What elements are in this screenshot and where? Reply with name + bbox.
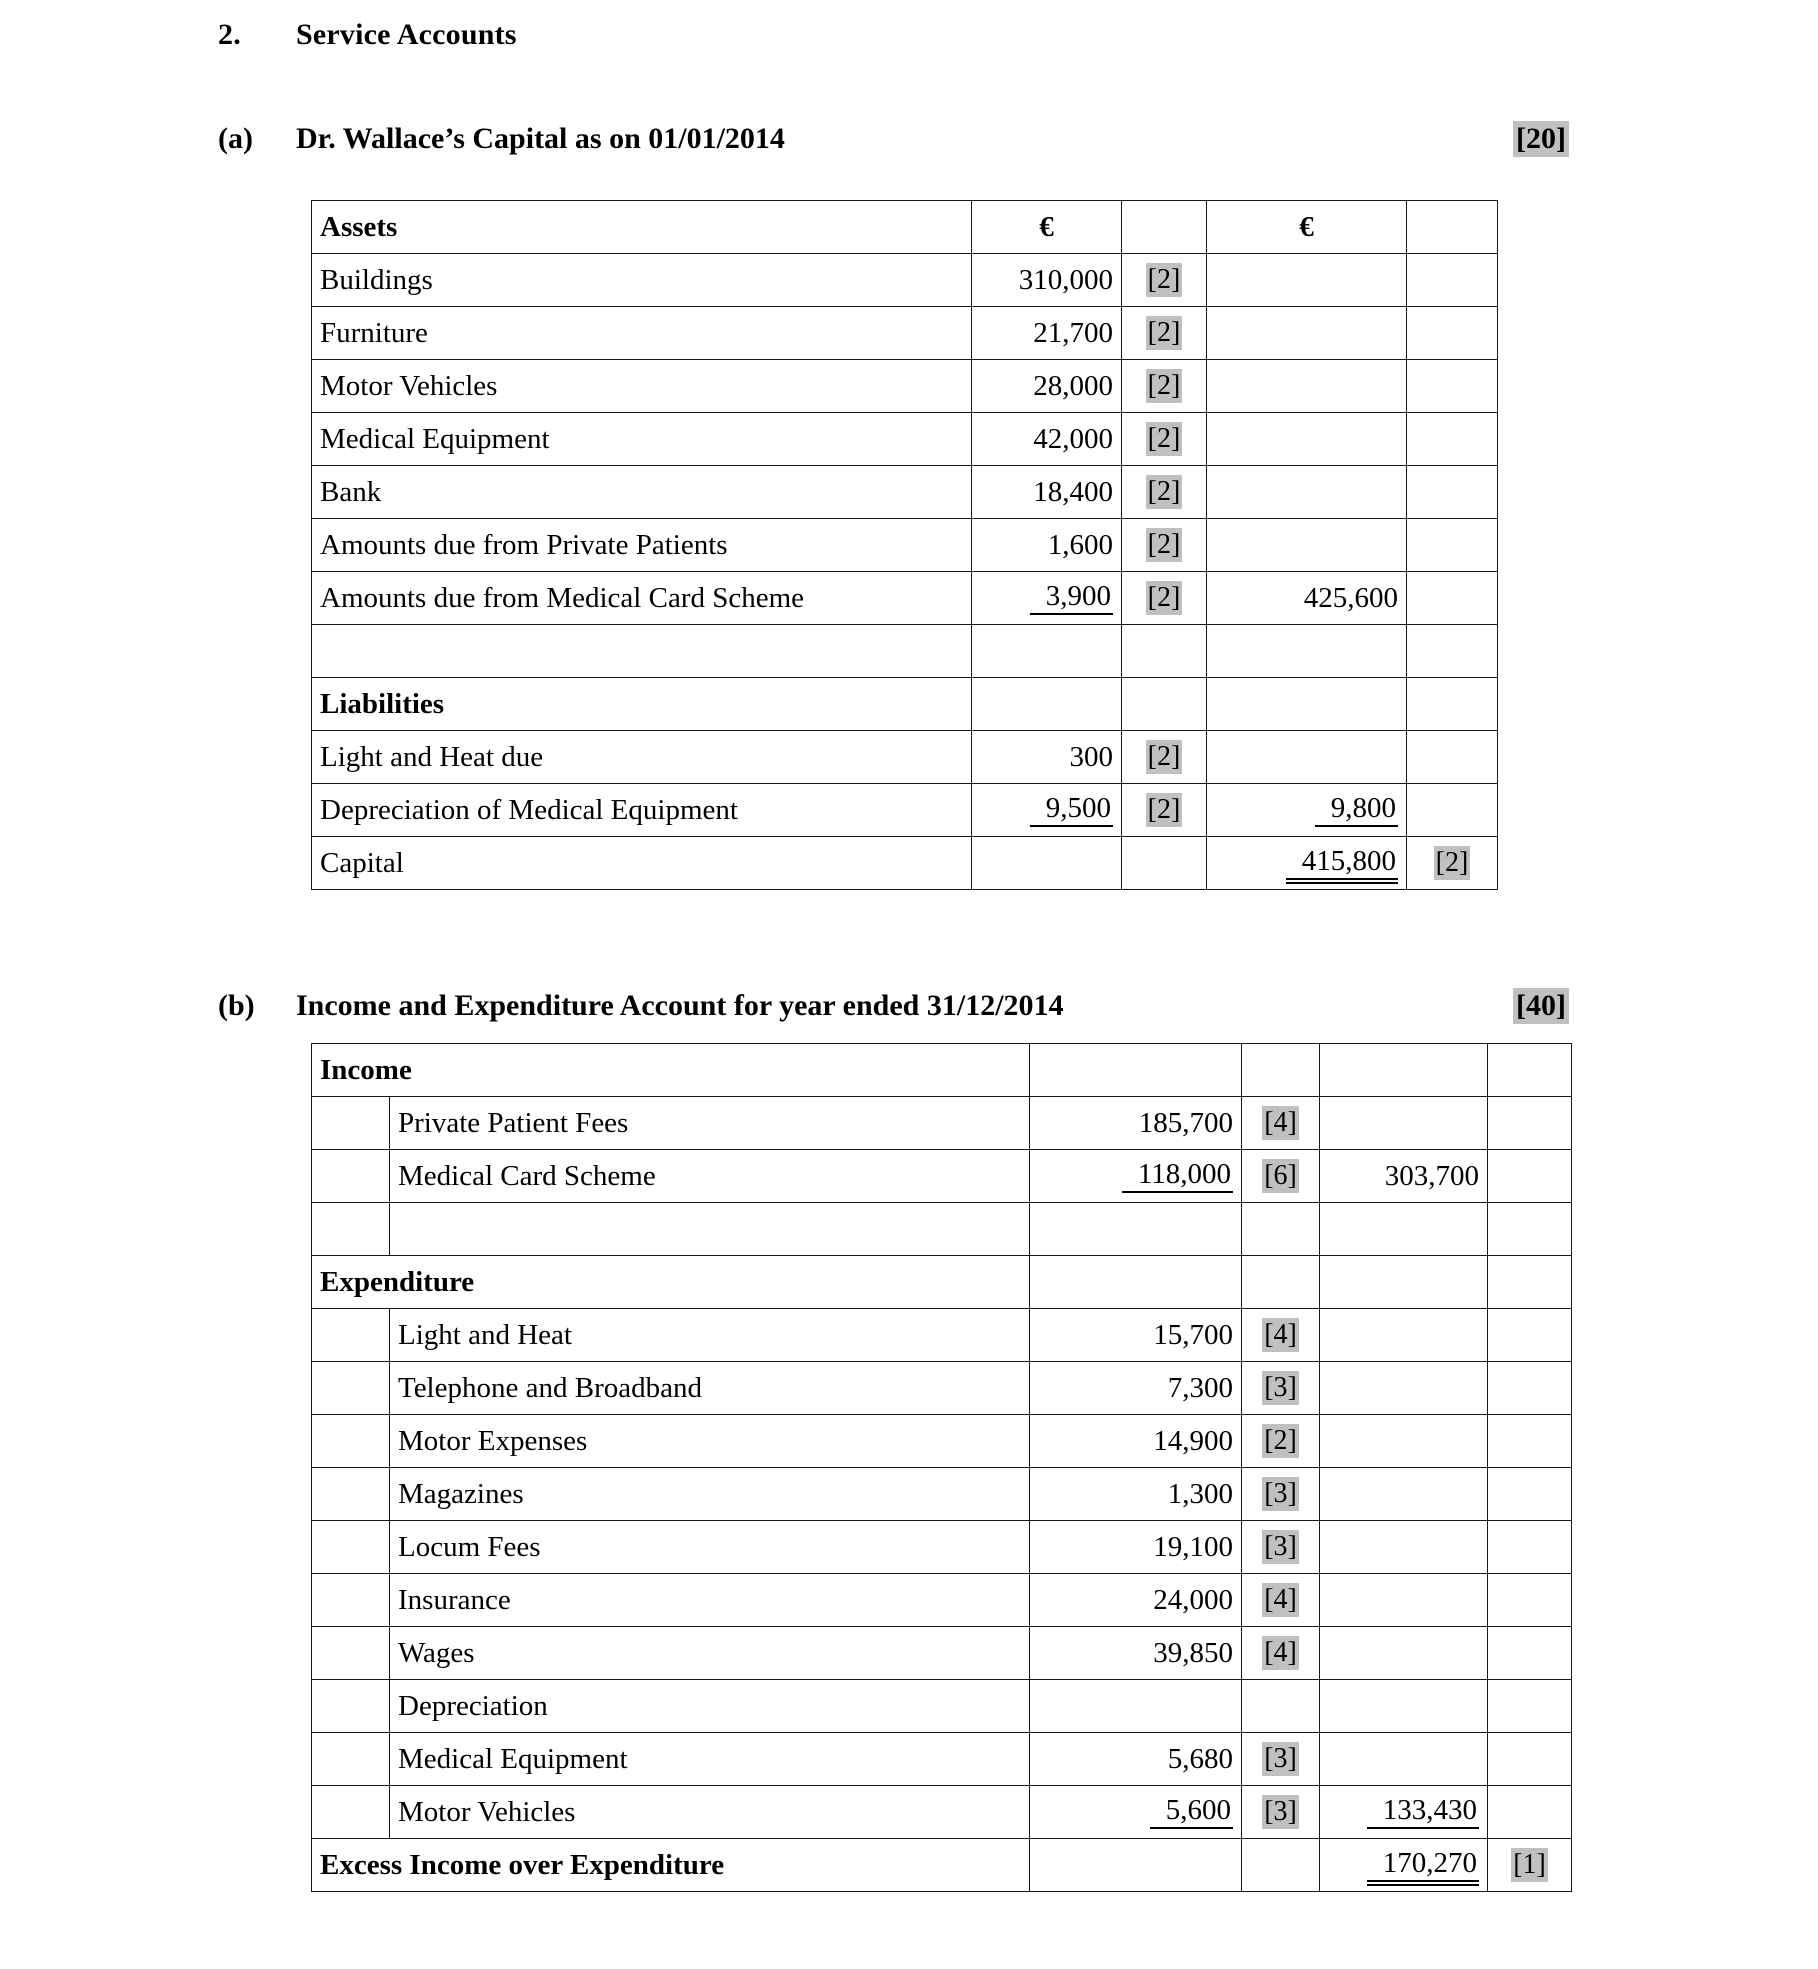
- row-amount-col1: 1,300: [1030, 1468, 1242, 1521]
- row-label: Private Patient Fees: [390, 1097, 1030, 1150]
- indent-cell: [312, 1468, 390, 1521]
- row-amount-col2: [1320, 1627, 1488, 1680]
- part-a-heading: [218, 122, 785, 156]
- row-marks-col2: [1407, 254, 1498, 307]
- part-a-label: (a): [218, 122, 253, 155]
- row-amount-col2: [1207, 360, 1407, 413]
- table-row: [312, 1097, 1572, 1150]
- row-marks-col1: [1122, 413, 1207, 466]
- table-row: [312, 1203, 1572, 1256]
- row-amount-col2: 303,700: [1320, 1150, 1488, 1203]
- row-marks-col1: [1122, 307, 1207, 360]
- row-marks-col1: [1122, 519, 1207, 572]
- indent-cell: [312, 1309, 390, 1362]
- row-amount-col2: [1207, 678, 1407, 731]
- value-with-rule: 9,500: [1030, 793, 1113, 827]
- table-row: [312, 678, 1498, 731]
- marks-badge: [2]: [1147, 370, 1181, 402]
- row-marks-col2: [1407, 678, 1498, 731]
- row-marks-col1: [1242, 1256, 1320, 1309]
- marks-badge: [3]: [1264, 1531, 1297, 1563]
- question-title: Service Accounts: [296, 18, 517, 51]
- row-amount-col1: 39,850: [1030, 1627, 1242, 1680]
- row-amount-col2: [1207, 784, 1407, 837]
- row-amount-col2: [1320, 1415, 1488, 1468]
- row-label: Amounts due from Private Patients: [312, 519, 972, 572]
- row-label: Depreciation of Medical Equipment: [312, 784, 972, 837]
- row-label: Furniture: [312, 307, 972, 360]
- row-marks-col2: [1488, 1097, 1572, 1150]
- indent-cell: [312, 1786, 390, 1839]
- row-marks-col2: [1407, 625, 1498, 678]
- row-marks-col1: [1242, 1203, 1320, 1256]
- row-amount-col1: 310,000: [972, 254, 1122, 307]
- value-with-rule: 415,800: [1286, 846, 1398, 880]
- row-amount-col2: [1207, 254, 1407, 307]
- row-amount-col2: [1207, 625, 1407, 678]
- row-amount-col2: [1320, 1786, 1488, 1839]
- row-marks-col2: [1407, 360, 1498, 413]
- marks-badge: [2]: [1147, 529, 1181, 561]
- table-row: [312, 519, 1498, 572]
- income-expenditure-table: [311, 1043, 1572, 1892]
- value-with-rule: 170,270: [1367, 1848, 1479, 1882]
- row-marks-col1: [1242, 1309, 1320, 1362]
- row-label: Medical Card Scheme: [390, 1150, 1030, 1203]
- row-marks-col1: [1242, 1362, 1320, 1415]
- indent-cell: [312, 1574, 390, 1627]
- section-header-label: Expenditure: [312, 1256, 1030, 1309]
- marks-badge: [2]: [1435, 847, 1469, 879]
- table-header-row: [312, 201, 1498, 254]
- row-amount-col2: [1320, 1574, 1488, 1627]
- row-amount-col1: 300: [972, 731, 1122, 784]
- table-row: [312, 1680, 1572, 1733]
- table-row: [312, 1839, 1572, 1892]
- row-marks-col2: [1488, 1362, 1572, 1415]
- row-marks-col2: [1488, 1574, 1572, 1627]
- row-marks-col1: [1122, 731, 1207, 784]
- row-marks-col2: [1407, 572, 1498, 625]
- row-amount-col1: 185,700: [1030, 1097, 1242, 1150]
- marks-badge: [2]: [1147, 794, 1181, 826]
- currency-header-1: €: [972, 201, 1122, 254]
- table-row: [312, 1574, 1572, 1627]
- row-marks-col1: [1242, 1097, 1320, 1150]
- row-label: Wages: [390, 1627, 1030, 1680]
- indent-cell: [312, 1733, 390, 1786]
- value-with-rule: 133,430: [1367, 1795, 1479, 1829]
- table-row: [312, 837, 1498, 890]
- marks-badge: [4]: [1264, 1107, 1297, 1139]
- table-row: [312, 1150, 1572, 1203]
- row-marks-col2: [1407, 784, 1498, 837]
- row-amount-col2: [1320, 1309, 1488, 1362]
- marks-badge: [1]: [1513, 1849, 1546, 1881]
- row-marks-col1: [1242, 1044, 1320, 1097]
- income-expenditure-table-body: [312, 1044, 1572, 1892]
- row-marks-col1: [1122, 625, 1207, 678]
- row-amount-col1: 15,700: [1030, 1309, 1242, 1362]
- marks-badge: [4]: [1264, 1637, 1297, 1669]
- row-amount-col1: 28,000: [972, 360, 1122, 413]
- indent-cell: [312, 1415, 390, 1468]
- row-amount-col1: 24,000: [1030, 1574, 1242, 1627]
- part-b-heading: [218, 989, 1064, 1023]
- marks-badge: [2]: [1147, 582, 1181, 614]
- row-marks-col2: [1407, 413, 1498, 466]
- row-marks-col1: [1122, 678, 1207, 731]
- row-label: Buildings: [312, 254, 972, 307]
- question-heading: [218, 18, 517, 52]
- marks-badge: [2]: [1147, 476, 1181, 508]
- marks-badge: [2]: [1264, 1425, 1297, 1457]
- row-amount-col1: [1030, 1203, 1242, 1256]
- marks-badge: [2]: [1147, 264, 1181, 296]
- part-b-label: (b): [218, 989, 255, 1022]
- table-row: [312, 1044, 1572, 1097]
- row-amount-col2: [1207, 731, 1407, 784]
- value-with-rule: 3,900: [1030, 581, 1113, 615]
- row-marks-col1: [1242, 1521, 1320, 1574]
- row-amount-col2: [1320, 1521, 1488, 1574]
- row-label: [312, 625, 972, 678]
- row-marks-col1: [1122, 466, 1207, 519]
- table-row: [312, 1521, 1572, 1574]
- row-label: Medical Equipment: [312, 413, 972, 466]
- row-label: Telephone and Broadband: [390, 1362, 1030, 1415]
- table-row: [312, 731, 1498, 784]
- row-amount-col1: [972, 625, 1122, 678]
- marks-badge: [2]: [1147, 423, 1181, 455]
- row-marks-col2: [1488, 1680, 1572, 1733]
- row-marks-col2: [1488, 1256, 1572, 1309]
- indent-cell: [312, 1627, 390, 1680]
- row-marks-col2: [1488, 1733, 1572, 1786]
- marks-badge: [3]: [1264, 1743, 1297, 1775]
- value-with-rule: 5,600: [1150, 1795, 1233, 1829]
- row-marks-col1: [1242, 1680, 1320, 1733]
- marks-badge: [3]: [1264, 1372, 1297, 1404]
- row-label: Medical Equipment: [390, 1733, 1030, 1786]
- row-label: Bank: [312, 466, 972, 519]
- row-amount-col2: 425,600: [1207, 572, 1407, 625]
- row-amount-col1: [972, 678, 1122, 731]
- row-marks-col2: [1488, 1468, 1572, 1521]
- row-amount-col1: 1,600: [972, 519, 1122, 572]
- marks-badge: [2]: [1147, 741, 1181, 773]
- assets-section-header: Assets: [312, 201, 972, 254]
- row-marks-col2: [1407, 307, 1498, 360]
- row-amount-col1: 42,000: [972, 413, 1122, 466]
- row-amount-col1: 21,700: [972, 307, 1122, 360]
- row-label: Magazines: [390, 1468, 1030, 1521]
- row-marks-col2: [1407, 731, 1498, 784]
- table-row: [312, 360, 1498, 413]
- part-a-title: Dr. Wallace’s Capital as on 01/01/2014: [296, 122, 785, 155]
- row-amount-col2: [1320, 1680, 1488, 1733]
- part-b-marks-badge: [40]: [1513, 988, 1569, 1024]
- section-header-label: Income: [312, 1044, 1030, 1097]
- row-amount-col1: [972, 837, 1122, 890]
- row-amount-col2: [1207, 519, 1407, 572]
- row-label: Motor Vehicles: [390, 1786, 1030, 1839]
- row-amount-col1: 18,400: [972, 466, 1122, 519]
- question-number: 2.: [218, 18, 241, 51]
- row-label: Insurance: [390, 1574, 1030, 1627]
- row-amount-col2: [1207, 413, 1407, 466]
- marks-badge: [4]: [1264, 1584, 1297, 1616]
- row-marks-col1: [1242, 1574, 1320, 1627]
- currency-header-2: [1122, 201, 1207, 254]
- table-row: [312, 413, 1498, 466]
- row-marks-col2: [1488, 1415, 1572, 1468]
- table-row: [312, 625, 1498, 678]
- row-marks-col1: [1242, 1415, 1320, 1468]
- row-label: Locum Fees: [390, 1521, 1030, 1574]
- row-marks-col2: [1407, 466, 1498, 519]
- row-amount-col2: [1207, 466, 1407, 519]
- value-with-rule: 118,000: [1122, 1159, 1233, 1193]
- row-amount-col1: [1030, 1786, 1242, 1839]
- row-label: Depreciation: [390, 1680, 1030, 1733]
- row-marks-col1: [1242, 1733, 1320, 1786]
- row-marks-col1: [1242, 1468, 1320, 1521]
- table-row: [312, 254, 1498, 307]
- row-amount-col1: [1030, 1044, 1242, 1097]
- row-marks-col2: [1488, 1309, 1572, 1362]
- row-marks-col1: [1242, 1839, 1320, 1892]
- row-amount-col1: [1030, 1256, 1242, 1309]
- row-amount-col1: 14,900: [1030, 1415, 1242, 1468]
- row-label: [390, 1203, 1030, 1256]
- indent-cell: [312, 1097, 390, 1150]
- row-marks-col2: [1488, 1150, 1572, 1203]
- indent-cell: [312, 1521, 390, 1574]
- row-amount-col1: [1030, 1839, 1242, 1892]
- row-amount-col1: 7,300: [1030, 1362, 1242, 1415]
- part-a-marks-badge: [20]: [1513, 121, 1569, 157]
- row-amount-col2: [1320, 1839, 1488, 1892]
- row-amount-col2: [1320, 1256, 1488, 1309]
- table-row: [312, 1362, 1572, 1415]
- row-marks-col1: [1122, 784, 1207, 837]
- row-amount-col2: [1320, 1097, 1488, 1150]
- table-row: [312, 1733, 1572, 1786]
- row-marks-col2: [1488, 1521, 1572, 1574]
- row-amount-col2: [1320, 1733, 1488, 1786]
- row-label: Capital: [312, 837, 972, 890]
- row-amount-col2: [1320, 1044, 1488, 1097]
- row-marks-col1: [1242, 1150, 1320, 1203]
- row-marks-col1: [1122, 572, 1207, 625]
- row-label: Light and Heat due: [312, 731, 972, 784]
- indent-cell: [312, 1362, 390, 1415]
- currency-header-4: [1407, 201, 1498, 254]
- currency-header-3: €: [1207, 201, 1407, 254]
- table-row: [312, 1786, 1572, 1839]
- row-amount-col1: [1030, 1680, 1242, 1733]
- indent-cell: [312, 1680, 390, 1733]
- row-marks-col2: [1407, 837, 1498, 890]
- row-marks-col2: [1488, 1044, 1572, 1097]
- row-amount-col2: [1207, 307, 1407, 360]
- row-label: Motor Expenses: [390, 1415, 1030, 1468]
- table-row: [312, 1415, 1572, 1468]
- marks-badge: [4]: [1264, 1319, 1297, 1351]
- row-marks-col2: [1407, 519, 1498, 572]
- row-amount-col2: [1320, 1468, 1488, 1521]
- section-header-label: Excess Income over Expenditure: [312, 1839, 1030, 1892]
- row-marks-col2: [1488, 1203, 1572, 1256]
- row-amount-col2: [1320, 1362, 1488, 1415]
- row-amount-col1: 19,100: [1030, 1521, 1242, 1574]
- table-row: [312, 1468, 1572, 1521]
- value-with-rule: 9,800: [1315, 793, 1398, 827]
- row-marks-col2: [1488, 1839, 1572, 1892]
- table-row: [312, 1256, 1572, 1309]
- table-row: [312, 466, 1498, 519]
- row-label: Motor Vehicles: [312, 360, 972, 413]
- row-label: Amounts due from Medical Card Scheme: [312, 572, 972, 625]
- indent-cell: [312, 1150, 390, 1203]
- marks-badge: [2]: [1147, 317, 1181, 349]
- row-label: Liabilities: [312, 678, 972, 731]
- row-marks-col1: [1242, 1786, 1320, 1839]
- table-row: [312, 784, 1498, 837]
- row-amount-col1: [972, 784, 1122, 837]
- capital-table-body: [312, 201, 1498, 890]
- row-amount-col2: [1320, 1203, 1488, 1256]
- row-amount-col1: [1030, 1150, 1242, 1203]
- table-row: [312, 307, 1498, 360]
- row-marks-col2: [1488, 1786, 1572, 1839]
- row-marks-col1: [1122, 837, 1207, 890]
- table-row: [312, 1309, 1572, 1362]
- marks-badge: [6]: [1264, 1160, 1297, 1192]
- capital-statement-table: [311, 200, 1498, 890]
- row-amount-col1: 5,680: [1030, 1733, 1242, 1786]
- part-b-title: Income and Expenditure Account for year ended 31/12/2014: [296, 989, 1064, 1022]
- table-row: [312, 572, 1498, 625]
- row-marks-col1: [1242, 1627, 1320, 1680]
- marks-badge: [3]: [1264, 1796, 1297, 1828]
- marks-badge: [3]: [1264, 1478, 1297, 1510]
- row-marks-col2: [1488, 1627, 1572, 1680]
- row-marks-col1: [1122, 254, 1207, 307]
- row-amount-col2: [1207, 837, 1407, 890]
- row-label: Light and Heat: [390, 1309, 1030, 1362]
- table-row: [312, 1627, 1572, 1680]
- row-amount-col1: [972, 572, 1122, 625]
- row-marks-col1: [1122, 360, 1207, 413]
- indent-cell: [312, 1203, 390, 1256]
